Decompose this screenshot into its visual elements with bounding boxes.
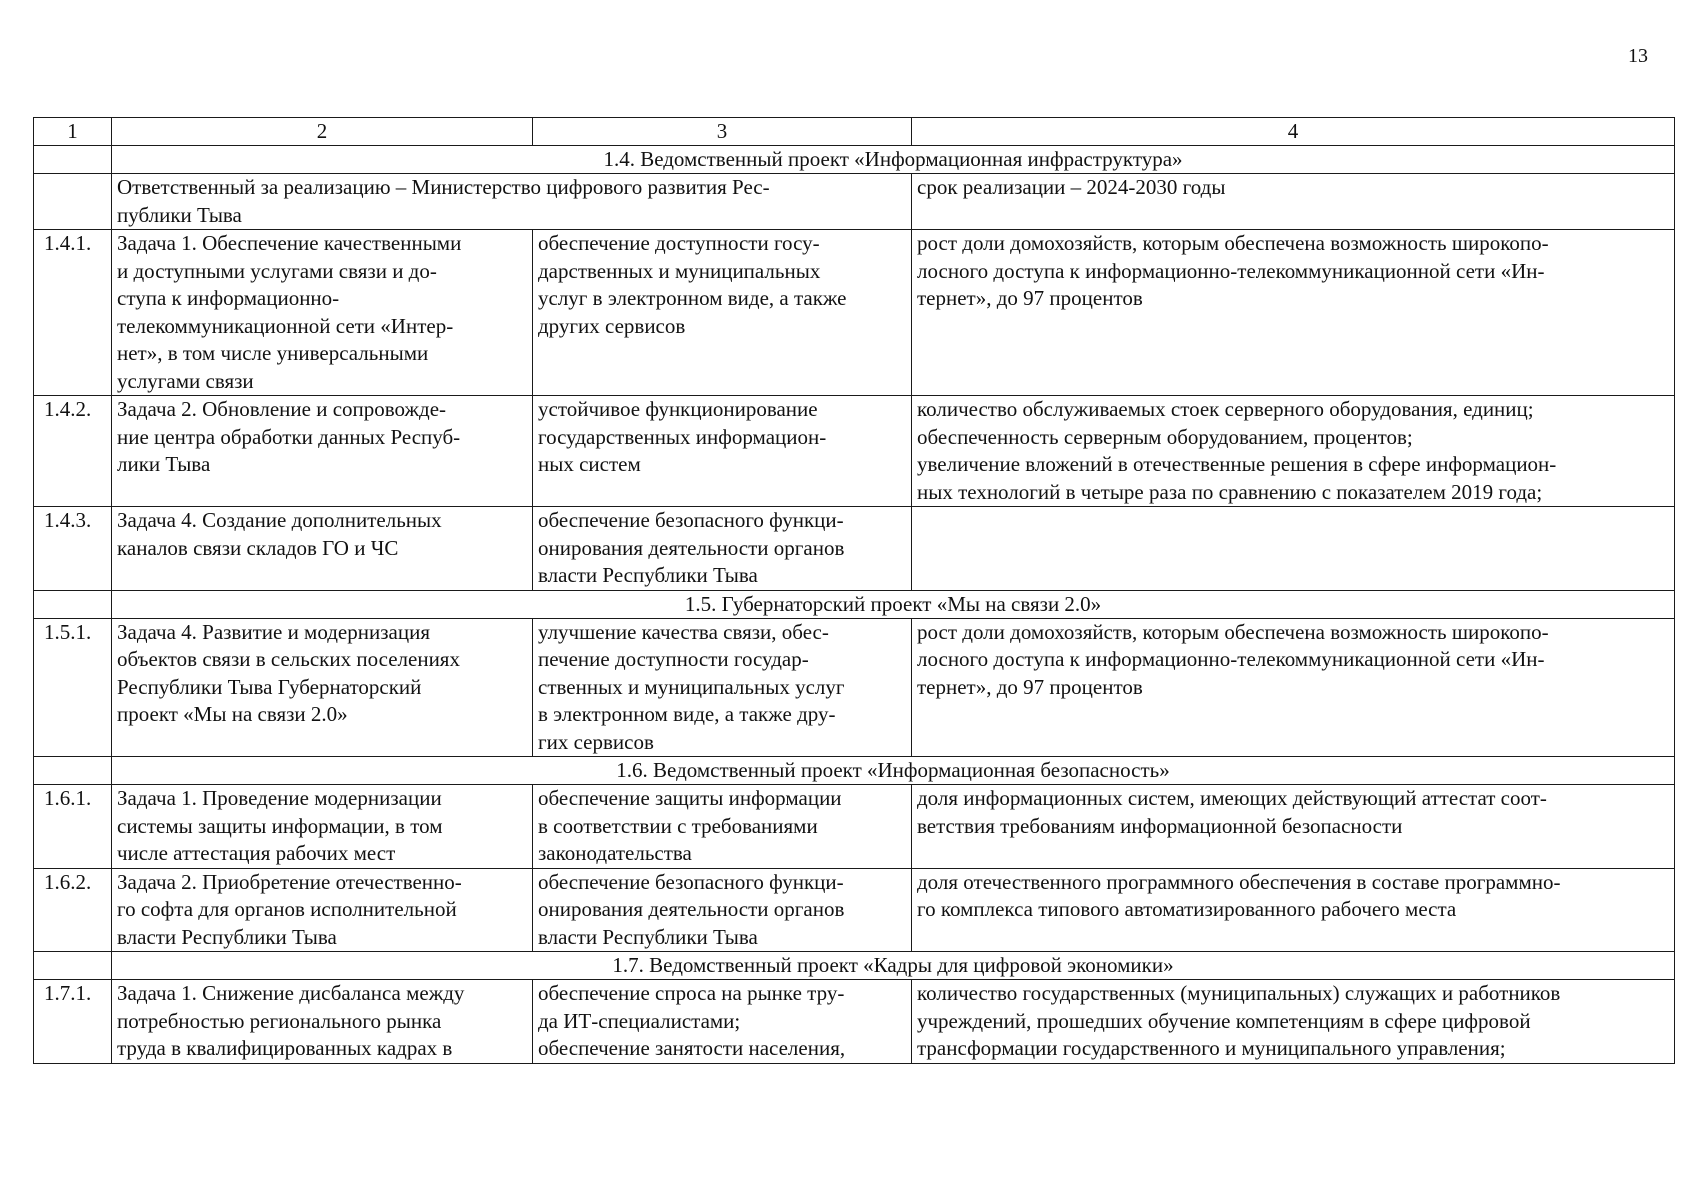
cell-line: услугами связи bbox=[117, 368, 254, 393]
cell-line: онирования деятельности органов bbox=[538, 535, 845, 560]
task-cell bbox=[112, 785, 533, 869]
section-title-row bbox=[34, 146, 1675, 174]
effect-cell bbox=[533, 618, 912, 757]
table-header-row bbox=[34, 118, 1675, 146]
cell-line: трансформации государственного и муниципального управления; bbox=[917, 1036, 1506, 1060]
task-cell bbox=[112, 507, 533, 591]
cell-line: объектов связи в сельских поселениях bbox=[117, 647, 460, 671]
cell-line: устойчивое функционирование bbox=[538, 397, 818, 421]
header-cell-4: 4 bbox=[912, 118, 1675, 146]
row-number: 1.5.1. bbox=[34, 618, 112, 757]
row-number: 1.7.1. bbox=[34, 980, 112, 1064]
cell-line: обеспечение занятости населения, bbox=[538, 1036, 846, 1060]
indicator-cell bbox=[912, 785, 1675, 869]
row-number: 1.4.2. bbox=[34, 396, 112, 507]
cell-line: системы защиты информации, в том bbox=[117, 813, 443, 838]
row-number: 1.6.1. bbox=[34, 785, 112, 869]
cell-line: Задача 1. Обеспечение качественными bbox=[117, 231, 462, 255]
task-cell bbox=[112, 618, 533, 757]
cell-line: обеспечение доступности госу- bbox=[538, 231, 820, 255]
section-empty-cell bbox=[34, 757, 112, 785]
cell-line: увеличение вложений в отечественные решения в сфере информацион- bbox=[917, 452, 1557, 476]
cell-line: Задача 1. Проведение модернизации bbox=[117, 786, 442, 810]
cell-line: Задача 4. Создание дополнительных bbox=[117, 508, 442, 532]
cell-line: ных технологий в четыре раза по сравнению с показателем 2019 года; bbox=[917, 479, 1543, 504]
cell-line: тернет», до 97 процентов bbox=[917, 674, 1143, 699]
indicator-cell bbox=[912, 230, 1675, 396]
cell-line: услуг в электронном виде, а также bbox=[538, 286, 847, 310]
table-row bbox=[34, 396, 1675, 507]
cell-line: онирования деятельности органов bbox=[538, 897, 845, 921]
table-row bbox=[34, 618, 1675, 757]
implementation-term: срок реализации – 2024-2030 годы bbox=[912, 174, 1675, 230]
section-title-row bbox=[34, 952, 1675, 980]
cell-line: государственных информацион- bbox=[538, 424, 827, 449]
section-title: 1.7. Ведомственный проект «Кадры для цифровой экономики» bbox=[112, 952, 1675, 980]
responsible-empty-cell bbox=[34, 174, 112, 230]
cell-line: в электронном виде, а также дру- bbox=[538, 702, 836, 726]
indicator-cell bbox=[912, 396, 1675, 507]
cell-line: го софта для органов исполнительной bbox=[117, 897, 457, 921]
cell-line: обеспечение защиты информации bbox=[538, 786, 842, 810]
header-cell-3: 3 bbox=[533, 118, 912, 146]
header-cell-2: 2 bbox=[112, 118, 533, 146]
cell-line: печение доступности государ- bbox=[538, 647, 809, 671]
cell-line: публики Тыва bbox=[117, 202, 242, 227]
cell-line: труда в квалифицированных кадрах в bbox=[117, 1036, 453, 1060]
responsible-row bbox=[34, 174, 1675, 230]
cell-line: доля отечественного программного обеспечения в составе программно- bbox=[917, 869, 1561, 894]
indicator-cell bbox=[912, 507, 1675, 591]
cell-line: ветствия требованиям информационной безопасности bbox=[917, 813, 1403, 838]
section-empty-cell bbox=[34, 952, 112, 980]
section-empty-cell bbox=[34, 146, 112, 174]
indicator-cell bbox=[912, 980, 1675, 1064]
section-title-row bbox=[34, 757, 1675, 785]
cell-line: обеспеченность серверным оборудованием, процентов; bbox=[917, 424, 1413, 449]
cell-line: улучшение качества связи, обес- bbox=[538, 619, 829, 644]
section-title: 1.4. Ведомственный проект «Информационная инфраструктура» bbox=[112, 146, 1675, 174]
cell-line: Задача 2. Обновление и сопровожде- bbox=[117, 397, 447, 421]
responsible-text bbox=[112, 174, 912, 230]
cell-line: числе аттестация рабочих мест bbox=[117, 841, 396, 865]
cell-line: потребностью регионального рынка bbox=[117, 1008, 442, 1033]
effect-cell bbox=[533, 980, 912, 1064]
cell-line: законодательства bbox=[538, 841, 692, 865]
row-number: 1.6.2. bbox=[34, 868, 112, 952]
header-cell-1: 1 bbox=[34, 118, 112, 146]
cell-line: Задача 2. Приобретение отечественно- bbox=[117, 869, 462, 894]
effect-cell bbox=[533, 230, 912, 396]
effect-cell bbox=[533, 396, 912, 507]
cell-line: го комплекса типового автоматизированного рабочего места bbox=[917, 897, 1457, 921]
cell-line: рост доли домохозяйств, которым обеспечена возможность широкопо- bbox=[917, 231, 1549, 255]
section-title-row bbox=[34, 590, 1675, 618]
cell-line: ние центра обработки данных Респуб- bbox=[117, 424, 461, 449]
cell-line: обеспечение спроса на рынке тру- bbox=[538, 981, 845, 1005]
cell-line: власти Республики Тыва bbox=[117, 924, 337, 949]
cell-line: власти Республики Тыва bbox=[538, 924, 758, 949]
cell-line: ственных и муниципальных услуг bbox=[538, 674, 845, 699]
cell-line: проект «Мы на связи 2.0» bbox=[117, 702, 348, 726]
table-row bbox=[34, 507, 1675, 591]
cell-line: количество государственных (муниципальных) служащих и работников bbox=[917, 981, 1561, 1005]
cell-line: власти Республики Тыва bbox=[538, 563, 758, 587]
table-row bbox=[34, 868, 1675, 952]
cell-line: доля информационных систем, имеющих действующий аттестат соот- bbox=[917, 786, 1547, 810]
task-cell bbox=[112, 868, 533, 952]
cell-line: ных систем bbox=[538, 452, 641, 476]
cell-line: рост доли домохозяйств, которым обеспечена возможность широкопо- bbox=[917, 619, 1549, 644]
row-number: 1.4.3. bbox=[34, 507, 112, 591]
cell-line: других сервисов bbox=[538, 313, 686, 338]
task-cell bbox=[112, 396, 533, 507]
cell-line: нет», в том числе универсальными bbox=[117, 341, 429, 365]
effect-cell bbox=[533, 785, 912, 869]
program-table bbox=[33, 117, 1675, 1064]
cell-line: Республики Тыва Губернаторский bbox=[117, 674, 422, 699]
task-cell bbox=[112, 230, 533, 396]
cell-line: да ИТ-специалистами; bbox=[538, 1008, 741, 1033]
cell-line: лики Тыва bbox=[117, 452, 211, 476]
section-title: 1.6. Ведомственный проект «Информационная безопасность» bbox=[112, 757, 1675, 785]
cell-line: обеспечение безопасного функци- bbox=[538, 869, 844, 894]
cell-line: и доступными услугами связи и до- bbox=[117, 258, 437, 283]
cell-line: лосного доступа к информационно-телекоммуникационной сети «Ин- bbox=[917, 258, 1545, 283]
cell-line: телекоммуникационной сети «Интер- bbox=[117, 313, 454, 338]
table-row bbox=[34, 785, 1675, 869]
task-cell bbox=[112, 980, 533, 1064]
cell-line: количество обслуживаемых стоек серверного оборудования, единиц; bbox=[917, 397, 1534, 421]
row-number: 1.4.1. bbox=[34, 230, 112, 396]
cell-line: каналов связи складов ГО и ЧС bbox=[117, 535, 399, 560]
cell-line: лосного доступа к информационно-телекоммуникационной сети «Ин- bbox=[917, 647, 1545, 671]
cell-line: тернет», до 97 процентов bbox=[917, 286, 1143, 310]
cell-line: ступа к информационно- bbox=[117, 286, 340, 310]
cell-line: гих сервисов bbox=[538, 729, 654, 754]
section-empty-cell bbox=[34, 590, 112, 618]
cell-line: в соответствии с требованиями bbox=[538, 813, 818, 838]
cell-line: дарственных и муниципальных bbox=[538, 258, 821, 283]
table-row bbox=[34, 230, 1675, 396]
cell-line: учреждений, прошедших обучение компетенциям в сфере цифровой bbox=[917, 1008, 1531, 1033]
page-number: 13 bbox=[1628, 45, 1648, 67]
cell-line: Задача 1. Снижение дисбаланса между bbox=[117, 981, 465, 1005]
indicator-cell bbox=[912, 618, 1675, 757]
effect-cell bbox=[533, 507, 912, 591]
cell-line: Ответственный за реализацию – Министерство цифрового развития Рес- bbox=[117, 175, 770, 199]
cell-line: Задача 4. Развитие и модернизация bbox=[117, 619, 430, 644]
section-title: 1.5. Губернаторский проект «Мы на связи 2.0» bbox=[112, 590, 1675, 618]
cell-line: обеспечение безопасного функци- bbox=[538, 508, 844, 532]
effect-cell bbox=[533, 868, 912, 952]
table-row bbox=[34, 980, 1675, 1064]
indicator-cell bbox=[912, 868, 1675, 952]
